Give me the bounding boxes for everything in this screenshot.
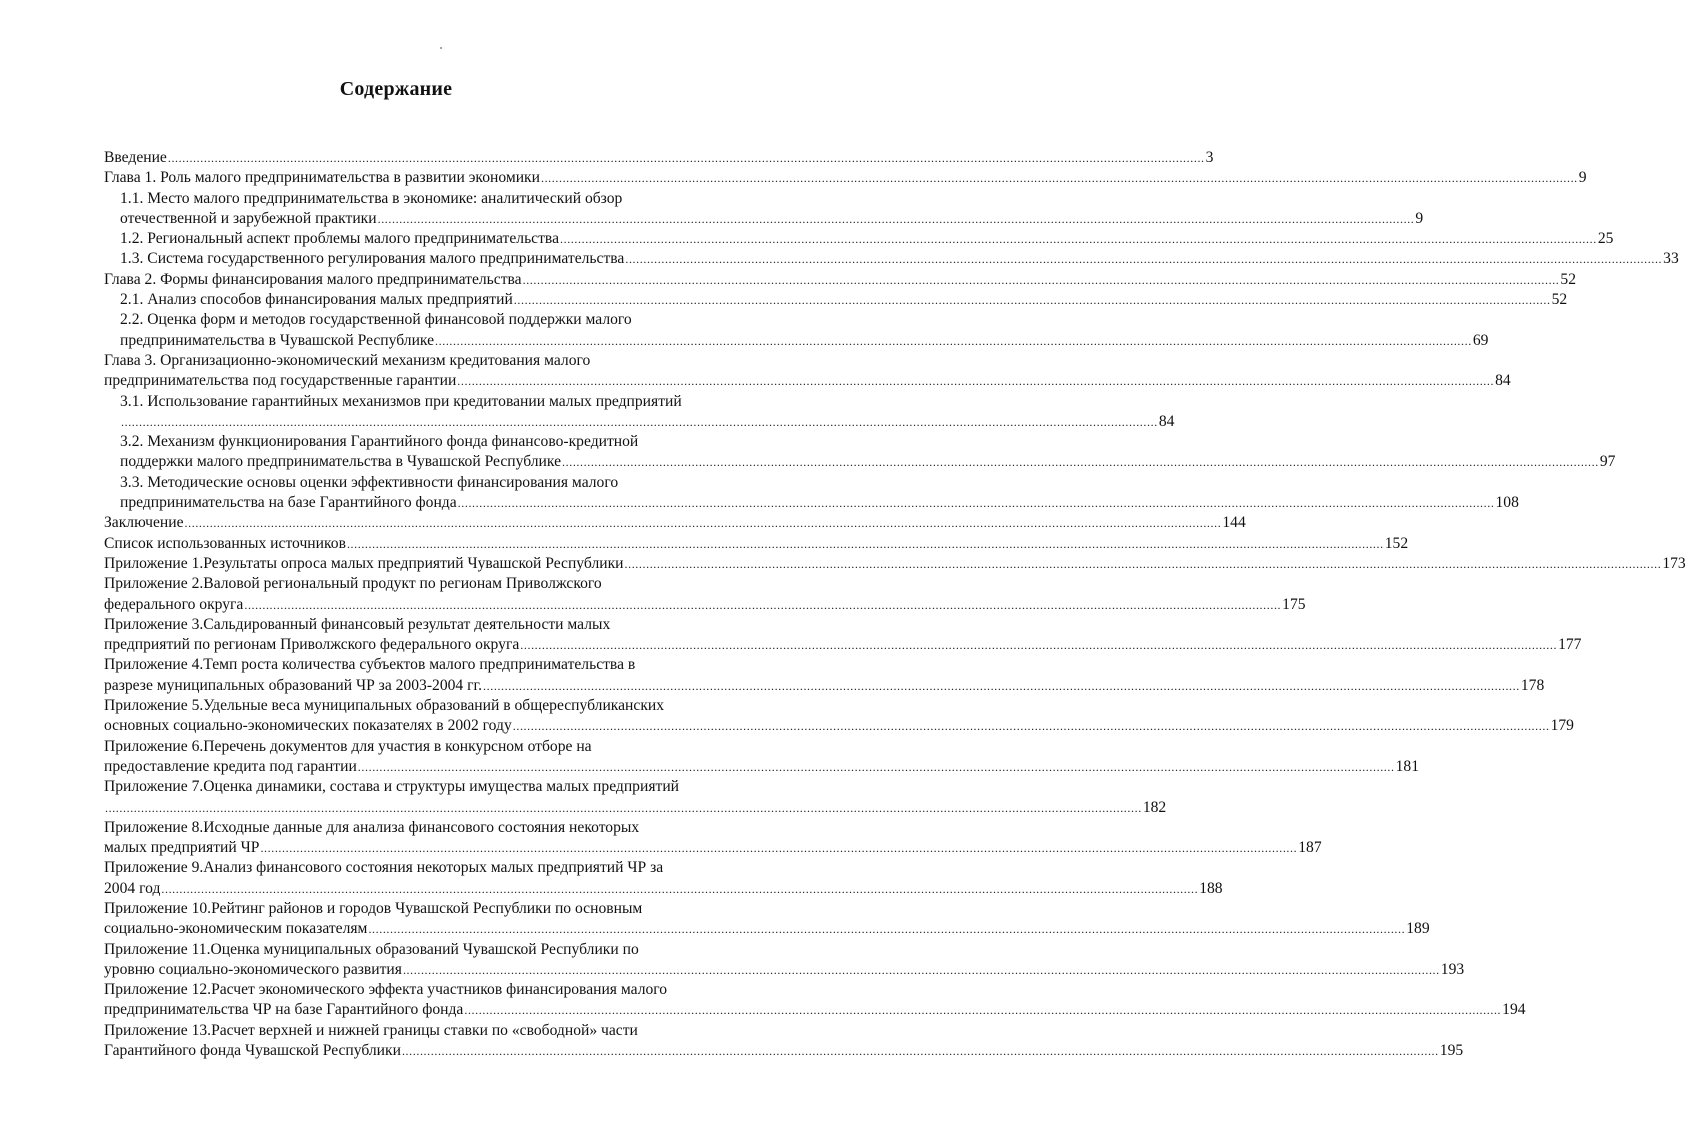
toc-entry-text: разрезе муниципальных образований ЧР за 2003-2004 гг. xyxy=(104,676,483,694)
toc-entry-row xyxy=(104,716,1574,736)
toc-entry xyxy=(104,534,1409,554)
dot-leader xyxy=(160,879,1199,899)
toc-entry xyxy=(104,148,1214,168)
toc-entry-line: Приложение 6.Перечень документов для участия в конкурсном отборе на xyxy=(104,737,592,755)
toc-entry-row xyxy=(104,371,1511,391)
page-number: 9 xyxy=(1415,209,1424,227)
page-number: 193 xyxy=(1440,960,1465,978)
page-number: 152 xyxy=(1384,534,1409,552)
toc-entry-text: предпринимательства в Чувашской Республике xyxy=(120,331,435,349)
dot-leader xyxy=(401,1041,1440,1061)
toc-entry-text: Гарантийного фонда Чувашской Республики xyxy=(104,1042,401,1060)
page-number: 179 xyxy=(1550,717,1574,735)
toc-entry xyxy=(104,229,1614,249)
toc-entry-text: отечественной и зарубежной практики xyxy=(120,209,377,227)
toc-entry xyxy=(104,168,1587,188)
toc-entry-line: Приложение 13.Расчет верхней и нижней границы ставки по «свободной» части xyxy=(104,1021,638,1039)
toc-entry-text: основных социально-экономических показателях в 2002 году xyxy=(104,717,512,735)
toc-entry-row xyxy=(104,148,1214,168)
page-number: 195 xyxy=(1439,1042,1464,1060)
page-number: 84 xyxy=(1158,412,1175,430)
dot-leader xyxy=(519,635,1558,655)
toc-entry-row xyxy=(104,1000,1526,1020)
toc-entry xyxy=(104,189,1424,230)
dot-leader xyxy=(120,412,1159,432)
page-number: 97 xyxy=(1599,453,1616,471)
page-title: Содержание xyxy=(339,78,453,100)
dot-leader xyxy=(456,371,1495,391)
dot-leader xyxy=(367,919,1406,939)
toc-entry-row xyxy=(120,493,1519,513)
toc-entry-row xyxy=(104,595,1306,615)
toc-entry xyxy=(104,513,1246,533)
toc-entry-row xyxy=(120,290,1568,310)
toc-entry-row xyxy=(120,452,1616,472)
toc-entry-row xyxy=(104,168,1587,188)
toc-entry-text: предприятий по регионам Приволжского федерального округа xyxy=(104,636,520,654)
dot-leader xyxy=(463,1000,1502,1020)
dot-leader xyxy=(624,249,1663,269)
toc-entry-row xyxy=(104,1041,1464,1061)
toc-entry xyxy=(104,696,1574,737)
scan-speck xyxy=(440,47,442,49)
page-number: 181 xyxy=(1395,757,1419,775)
dot-leader xyxy=(561,452,1600,472)
toc-entry-row xyxy=(104,513,1246,533)
toc-entry-row xyxy=(120,229,1614,249)
toc-entry-text: Глава 1. Роль малого предпринимательства в развитии экономики xyxy=(104,169,540,187)
toc-entry-row xyxy=(104,554,1686,574)
dot-leader xyxy=(559,229,1598,249)
page-number: 189 xyxy=(1406,920,1430,938)
toc-entry xyxy=(104,392,1175,433)
toc-entry-text: предпринимательства под государственные гарантии xyxy=(104,372,457,390)
page-number: 144 xyxy=(1222,514,1246,532)
dot-leader xyxy=(167,148,1206,168)
page-number: 52 xyxy=(1560,270,1576,288)
page-number: 69 xyxy=(1472,331,1489,349)
toc-entry-row xyxy=(104,838,1322,858)
toc-entry xyxy=(104,1021,1464,1062)
toc-entry-line: 3.3. Методические основы оценки эффективности финансирования малого xyxy=(120,473,619,491)
dot-leader xyxy=(184,513,1223,533)
toc-entry-row xyxy=(104,635,1582,655)
page-number: 108 xyxy=(1495,494,1519,512)
toc-entry xyxy=(104,574,1306,615)
dot-leader xyxy=(522,270,1561,290)
dot-leader xyxy=(377,209,1416,229)
toc-entry-line: 3.2. Механизм функционирования Гарантийного фонда финансово-кредитной xyxy=(120,433,639,451)
toc-entry-text: Заключение xyxy=(104,514,184,532)
toc-entry-row xyxy=(104,534,1409,554)
dot-leader xyxy=(434,331,1473,351)
toc-entry-text: Введение xyxy=(104,149,167,166)
toc-entry-line: Приложение 12.Расчет экономического эффекта участников финансирования малого xyxy=(104,981,668,999)
toc-entry-row xyxy=(104,960,1465,980)
page-number: 188 xyxy=(1199,879,1223,897)
toc-entry-text: федерального округа xyxy=(104,595,244,613)
toc-entry-text: уровню социально-экономического развития xyxy=(104,960,402,978)
page-number: 182 xyxy=(1142,798,1167,816)
toc-entry-row xyxy=(120,249,1679,269)
toc-entry-text: 1.2. Региональный аспект проблемы малого предпринимательства xyxy=(120,230,559,248)
toc-entry-line: 1.1. Место малого предпринимательства в экономике: аналитический обзор xyxy=(120,189,623,207)
page-number: 25 xyxy=(1597,230,1614,248)
page-number: 52 xyxy=(1551,291,1568,309)
dot-leader xyxy=(624,554,1663,574)
dot-leader xyxy=(540,168,1579,188)
toc-entry-row xyxy=(104,270,1576,290)
page-number: 194 xyxy=(1502,1001,1526,1019)
page-number: 33 xyxy=(1663,250,1679,268)
toc-entry-text: социально-экономическим показателям xyxy=(104,920,368,938)
toc-entry-row xyxy=(104,879,1223,899)
toc-entry-text: предпринимательства ЧР на базе Гарантийного фонда xyxy=(104,1001,464,1019)
dot-leader xyxy=(357,757,1396,777)
toc-entry xyxy=(104,310,1489,351)
page-number: 173 xyxy=(1662,554,1686,572)
toc-entry xyxy=(104,615,1582,656)
toc-entry xyxy=(104,899,1430,940)
dot-leader xyxy=(513,290,1552,310)
toc-entry-line: Приложение 4.Темп роста количества субъектов малого предпринимательства в xyxy=(104,656,636,674)
toc-entry xyxy=(104,818,1322,859)
page-number: 187 xyxy=(1298,839,1322,857)
page-number: 175 xyxy=(1282,595,1306,613)
page-number: 3 xyxy=(1205,149,1214,166)
toc-entry-row xyxy=(120,331,1489,351)
toc-entry-text: Список использованных источников xyxy=(104,534,346,552)
toc-entry-text: предоставление кредита под гарантии xyxy=(104,757,357,775)
page-number: 177 xyxy=(1558,636,1582,654)
toc-entry-line: 2.2. Оценка форм и методов государственной финансовой поддержки малого xyxy=(120,311,632,329)
dot-leader xyxy=(402,960,1441,980)
toc-entry-row xyxy=(120,209,1424,229)
page-number: 84 xyxy=(1495,372,1511,390)
dot-leader xyxy=(259,838,1298,858)
toc-entry-row xyxy=(104,919,1430,939)
toc-entry-line: Приложение 5.Удельные веса муниципальных образований в общереспубликанских xyxy=(104,697,665,715)
toc-entry-line: Приложение 3.Сальдированный финансовый результат деятельности малых xyxy=(104,615,611,633)
toc-entry xyxy=(104,737,1419,778)
toc-entry xyxy=(104,432,1616,473)
toc-entry xyxy=(104,270,1576,290)
toc-entry xyxy=(104,940,1465,981)
dot-leader xyxy=(243,595,1282,615)
toc-entry-line: Приложение 7.Оценка динамики, состава и структуры имущества малых предприятий xyxy=(104,778,680,796)
toc-entry-text: Приложение 1.Результаты опроса малых предприятий Чувашской Республики xyxy=(104,554,624,572)
toc-entry-row xyxy=(104,757,1419,777)
toc-entry xyxy=(104,655,1545,696)
toc-entry xyxy=(104,858,1223,899)
dot-leader xyxy=(512,716,1551,736)
toc-entry-text: поддержки малого предпринимательства в Чувашской Республике xyxy=(120,453,562,471)
toc-entry-line: Приложение 10.Рейтинг районов и городов Чувашской Республики по основным xyxy=(104,899,643,917)
toc-entry-line: Глава 3. Организационно-экономический механизм кредитования малого xyxy=(104,351,591,369)
toc-entry-row xyxy=(120,412,1175,432)
page-number: 9 xyxy=(1578,169,1587,187)
dot-leader xyxy=(482,676,1521,696)
toc-entry xyxy=(104,473,1519,514)
page-number: 178 xyxy=(1520,676,1545,694)
toc-entry-text: 1.3. Система государственного регулирования малого предпринимательства xyxy=(120,250,625,268)
toc-entry-line: Приложение 9.Анализ финансового состояния некоторых малых предприятий ЧР за xyxy=(104,859,664,877)
dot-leader xyxy=(457,493,1496,513)
toc-entry xyxy=(104,290,1568,310)
toc-entry-line: Приложение 2.Валовой региональный продукт по регионам Приволжского xyxy=(104,575,602,593)
toc-entry-line: 3.1. Использование гарантийных механизмов при кредитовании малых предприятий xyxy=(120,392,682,410)
toc-entry-text: малых предприятий ЧР xyxy=(104,839,260,857)
dot-leader xyxy=(104,798,1143,818)
toc-entry-text: предпринимательства на базе Гарантийного фонда xyxy=(120,494,457,512)
toc-entry xyxy=(104,980,1526,1021)
toc-entry xyxy=(104,777,1167,818)
toc-entry-row xyxy=(104,676,1545,696)
dot-leader xyxy=(346,534,1385,554)
toc-entry-line: Приложение 8.Исходные данные для анализа финансового состояния некоторых xyxy=(104,818,640,836)
toc-entry-text: 2004 год xyxy=(104,879,161,897)
toc-entry-text: Глава 2. Формы финансирования малого предпринимательства xyxy=(104,270,522,288)
toc-entry-line: Приложение 11.Оценка муниципальных образований Чувашской Республики по xyxy=(104,940,639,958)
toc-entry xyxy=(104,249,1679,269)
toc-entry-text: 2.1. Анализ способов финансирования малых предприятий xyxy=(120,291,513,309)
toc-entry xyxy=(104,554,1686,574)
toc-entry-row xyxy=(104,798,1167,818)
toc-entry xyxy=(104,351,1511,392)
table-of-contents xyxy=(104,148,1686,1061)
